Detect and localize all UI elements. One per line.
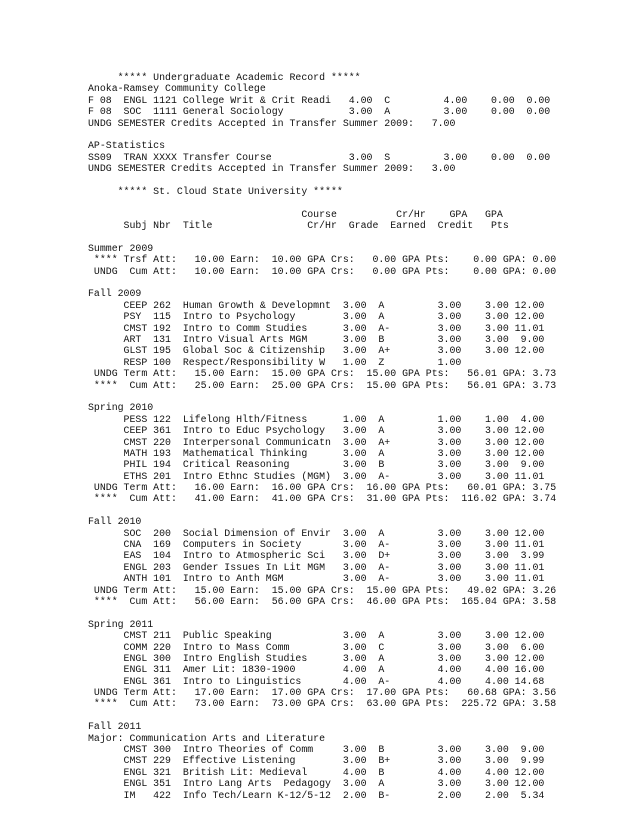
transcript-line: ***** St. Cloud State University ***** — [88, 185, 343, 197]
transcript-line: UNDG SEMESTER Credits Accepted in Transfer Summer 2009: 7.00 — [88, 117, 456, 129]
transcript-line: COMM 220 Intro to Mass Comm 3.00 C 3.00 3.00 6.00 — [88, 641, 545, 653]
transcript-line: Spring 2011 — [88, 618, 154, 630]
transcript-line — [88, 129, 556, 140]
transcript-line: ENGL 321 British Lit: Medieval 4.00 B 4.00 4.00 12.00 — [88, 766, 545, 778]
transcript-line: Summer 2009 — [88, 242, 154, 254]
transcript-line: AP-Statistics — [88, 140, 166, 152]
transcript-line — [88, 231, 556, 242]
transcript-line — [88, 197, 556, 208]
transcript-line: EAS 104 Intro to Atmospheric Sci 3.00 D+ 3.00 3.00 3.99 — [88, 550, 545, 562]
transcript-line: CEEP 361 Intro to Educ Psychology 3.00 A 3.00 3.00 12.00 — [88, 425, 545, 437]
transcript-line: CEEP 262 Human Growth & Developmnt 3.00 A 3.00 3.00 12.00 — [88, 299, 545, 311]
transcript-line: Fall 2011 — [88, 721, 142, 733]
transcript-line: ENGL 203 Gender Issues In Lit MGM 3.00 A- 3.00 3.00 11.01 — [88, 561, 545, 573]
transcript-line: RESP 100 Respect/Responsibility W 1.00 Z 1.00 — [88, 356, 462, 368]
transcript-line — [88, 175, 556, 186]
transcript-line: UNDG SEMESTER Credits Accepted in Transfer Summer 2009: 3.00 — [88, 163, 456, 175]
transcript-line: **** Cum Att: 25.00 Earn: 25.00 GPA Crs: 15.00 GPA Pts: 56.01 GPA: 3.73 — [88, 379, 557, 391]
transcript-line: ENGL 351 Intro Lang Arts Pedagogy 3.00 A 3.00 3.00 12.00 — [88, 778, 545, 790]
transcript-line: **** Trsf Att: 10.00 Earn: 10.00 GPA Crs: 0.00 GPA Pts: 0.00 GPA: 0.00 — [88, 254, 557, 266]
transcript-line: UNDG Term Att: 16.00 Earn: 16.00 GPA Crs: 16.00 GPA Pts: 60.01 GPA: 3.75 — [88, 482, 557, 494]
transcript-line: Course Cr/Hr GPA GPA — [88, 208, 503, 220]
transcript-line: CMST 300 Intro Theories of Comm 3.00 B 3.00 3.00 9.00 — [88, 744, 545, 756]
transcript-line: Fall 2009 — [88, 288, 142, 300]
transcript-line — [88, 607, 556, 618]
transcript-line: PHIL 194 Critical Reasoning 3.00 B 3.00 3.00 9.00 — [88, 459, 545, 471]
transcript-line: ANTH 101 Intro to Anth MGM 3.00 A- 3.00 3.00 11.01 — [88, 573, 545, 585]
transcript-line: PSY 115 Intro to Psychology 3.00 A 3.00 3.00 12.00 — [88, 311, 545, 323]
transcript-line: F 08 SOC 1111 General Sociology 3.00 A 3.00 0.00 0.00 — [88, 106, 551, 118]
transcript-line — [88, 710, 556, 721]
transcript-line — [88, 391, 556, 402]
transcript-line: CMST 229 Effective Listening 3.00 B+ 3.00 3.00 9.99 — [88, 755, 545, 767]
transcript-line: Fall 2010 — [88, 516, 142, 528]
transcript-line: Subj Nbr Title Cr/Hr Grade Earned Credit Pts — [88, 220, 509, 232]
transcript-line: Spring 2010 — [88, 402, 154, 414]
transcript-line: UNDG Cum Att: 10.00 Earn: 10.00 GPA Crs: 0.00 GPA Pts: 0.00 GPA: 0.00 — [88, 265, 557, 277]
transcript-line — [88, 505, 556, 516]
transcript-line: ENGL 311 Amer Lit: 1830-1900 4.00 A 4.00 4.00 16.00 — [88, 664, 545, 676]
transcript-line: PESS 122 Lifelong Hlth/Fitness 1.00 A 1.00 1.00 4.00 — [88, 413, 545, 425]
transcript-line: SS09 TRAN XXXX Transfer Course 3.00 S 3.00 0.00 0.00 — [88, 151, 551, 163]
transcript-line: CMST 211 Public Speaking 3.00 A 3.00 3.00 12.00 — [88, 630, 545, 642]
transcript-line: GLST 195 Global Soc & Citizenship 3.00 A+ 3.00 3.00 12.00 — [88, 345, 545, 357]
transcript-line — [88, 277, 556, 288]
transcript-line: **** Cum Att: 56.00 Earn: 56.00 GPA Crs: 46.00 GPA Pts: 165.04 GPA: 3.58 — [88, 595, 557, 607]
transcript-line: ART 131 Intro Visual Arts MGM 3.00 B 3.00 3.00 9.00 — [88, 333, 545, 345]
transcript-line: ***** Undergraduate Academic Record ***** — [88, 72, 361, 83]
transcript-line: IM 422 Info Tech/Learn K-12/5-12 2.00 B- 2.00 2.00 5.34 — [88, 789, 545, 801]
transcript-line: Anoka-Ramsey Community College — [88, 83, 266, 95]
transcript-line: MATH 193 Mathematical Thinking 3.00 A 3.00 3.00 12.00 — [88, 447, 545, 459]
transcript-document — [88, 72, 556, 801]
transcript-line: UNDG Term Att: 15.00 Earn: 15.00 GPA Crs: 15.00 GPA Pts: 49.02 GPA: 3.26 — [88, 584, 557, 596]
transcript-line: CMST 192 Intro to Comm Studies 3.00 A- 3.00 3.00 11.01 — [88, 322, 545, 334]
transcript-line: CNA 169 Computers in Society 3.00 A- 3.00 3.00 11.01 — [88, 539, 545, 551]
transcript-line: UNDG Term Att: 15.00 Earn: 15.00 GPA Crs: 15.00 GPA Pts: 56.01 GPA: 3.73 — [88, 368, 557, 380]
transcript-line: **** Cum Att: 73.00 Earn: 73.00 GPA Crs: 63.00 GPA Pts: 225.72 GPA: 3.58 — [88, 698, 557, 710]
transcript-line: ENGL 300 Intro English Studies 3.00 A 3.00 3.00 12.00 — [88, 652, 545, 664]
transcript-line: SOC 200 Social Dimension of Envir 3.00 A 3.00 3.00 12.00 — [88, 527, 545, 539]
transcript-line: ENGL 361 Intro to Linguistics 4.00 A- 4.00 4.00 14.68 — [88, 675, 545, 687]
transcript-line: F 08 ENGL 1121 College Writ & Crit Readi 4.00 C 4.00 0.00 0.00 — [88, 94, 551, 106]
transcript-line: Major: Communication Arts and Literature — [88, 732, 326, 744]
transcript-line: CMST 220 Interpersonal Communicatn 3.00 A+ 3.00 3.00 12.00 — [88, 436, 545, 448]
transcript-line: UNDG Term Att: 17.00 Earn: 17.00 GPA Crs: 17.00 GPA Pts: 60.68 GPA: 3.56 — [88, 687, 557, 699]
transcript-line: ETHS 201 Intro Ethnc Studies (MGM) 3.00 A- 3.00 3.00 11.01 — [88, 470, 545, 482]
transcript-line: **** Cum Att: 41.00 Earn: 41.00 GPA Crs: 31.00 GPA Pts: 116.02 GPA: 3.74 — [88, 493, 557, 505]
